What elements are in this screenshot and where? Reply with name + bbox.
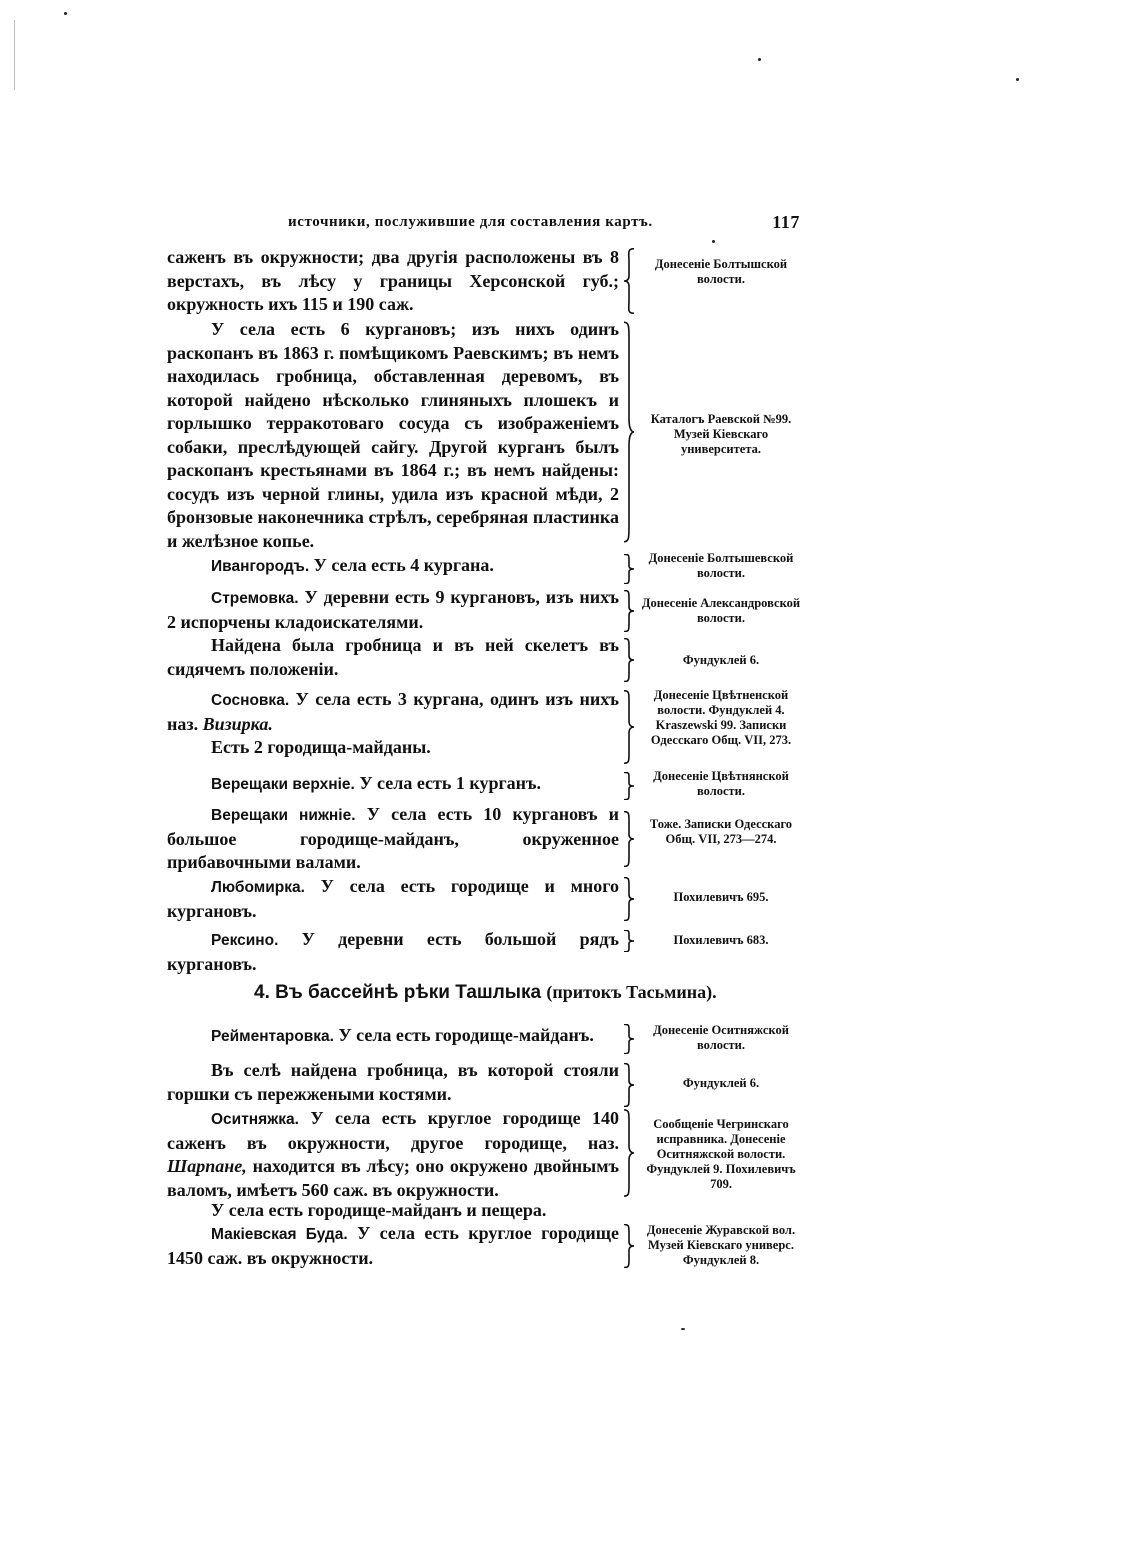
place-name: Рейментаровка. — [211, 1028, 334, 1045]
scan-speck — [758, 58, 761, 61]
paragraph — [167, 772, 619, 797]
paragraph — [167, 1222, 619, 1270]
entry-reksino — [167, 928, 803, 974]
brace-icon — [623, 1109, 635, 1197]
entry-text — [167, 688, 619, 760]
brace-icon — [623, 638, 635, 682]
entry-cave — [167, 1199, 803, 1223]
scan-speck — [1016, 78, 1019, 81]
place-name: Стремовка. — [211, 590, 299, 607]
source-note: Фундуклей 6. — [682, 653, 760, 667]
entry-body: У села есть круглое городище 1450 саж. въ окружности. — [167, 1223, 619, 1268]
paragraph: У села есть городище-майданъ и пещера. — [211, 1200, 547, 1220]
brace-icon — [623, 554, 635, 584]
entry-body: У села есть 3 кургана, одинъ изъ нихъ наз. — [167, 689, 619, 734]
source-note: Похилевичъ 695. — [673, 890, 769, 904]
source-note: Донесеніе Цвѣтнянской волости. — [653, 769, 789, 798]
entry-ivangorod — [167, 551, 803, 582]
entry-body: У села есть 1 курганъ. — [354, 773, 542, 793]
brace-icon — [623, 690, 635, 764]
place-name: Ивангородъ. — [211, 558, 310, 575]
place-name-italic: Визирка. — [202, 713, 273, 734]
brace-icon — [623, 1063, 635, 1107]
place-name: Сосновка. — [211, 692, 290, 709]
entry-body-cont: находится въ лѣсу; оно окружено двойнымъ валомъ, имѣетъ 560 саж. въ окружности. — [167, 1156, 619, 1200]
source-note: Сообщеніе Чегринскаго исправника. Донесеніе Оситняжской волости. Фундуклей 9. Похилевичъ 709. — [646, 1117, 796, 1191]
entry-body: У села есть 10 кургановъ и большое городище-майданъ, окруженное прибавочными валами. — [167, 804, 619, 872]
entry-body: У деревни есть большой рядъ кургановъ. — [167, 929, 619, 974]
place-name: Верещаки верхніе. — [211, 776, 355, 793]
entry-body: У села есть городище-майданъ. — [333, 1025, 594, 1045]
place-name: Верещаки нижніе. — [211, 807, 356, 824]
entry-six-kurgans — [167, 318, 803, 551]
running-title: источники, послужившие для составления картъ. — [288, 214, 653, 230]
entry-body: У деревни есть 9 кургановъ, изъ нихъ 2 испорчены кладоискателями. — [167, 587, 619, 632]
scan-speck — [14, 20, 15, 90]
entry-text — [167, 1024, 619, 1049]
place-name-italic: Шарпане, — [167, 1156, 247, 1176]
brace-icon — [623, 248, 635, 314]
place-name: Макіевская Буда. — [211, 1226, 348, 1243]
entry-lyubomirka — [167, 875, 803, 923]
brace-icon — [623, 877, 635, 921]
entry-text — [167, 586, 619, 634]
entry-text — [167, 246, 619, 317]
brace-icon — [623, 772, 635, 800]
paragraph: саженъ въ окружности; два другія расположены въ 8 верстахъ, въ лѣсу у границы Херсонской губ.; окружность ихъ 115 и 190 саж. — [167, 247, 619, 314]
paragraph — [167, 554, 619, 579]
paragraph: Найдена была гробница и въ ней скелетъ въ сидячемъ положеніи. — [167, 635, 619, 679]
paragraph — [167, 928, 619, 976]
entry-text — [167, 803, 619, 875]
brace-icon — [623, 811, 635, 867]
place-name: Оситняжка. — [211, 1111, 299, 1128]
entry-body: У села есть круглое городище 140 саженъ въ окружности, другое городище, наз. — [167, 1108, 619, 1153]
paragraph: У села есть 6 кургановъ; изъ нихъ одинъ раскопанъ въ 1863 г. помѣщикомъ Раевскимъ; въ немъ находилась гробница, обставленная деревомъ, въ которой найдено нѣсколько глиняныхъ плошекъ и горлышко терракотоваго сосуда съ изображеніемъ собаки, преслѣдующей сайгу. Другой курганъ былъ раскопанъ крестьянами въ 1864 г.; въ немъ найдены: сосудъ изъ черной глины, удила изъ красной мѣди, 2 бронзовые наконечника стрѣлъ, серебряная пластинка и желѣзное копье. — [167, 319, 619, 551]
source-note: Каталогъ Раевской №99. Музей Кіевскаго университета. — [650, 412, 792, 456]
entry-text — [167, 772, 619, 797]
entry-stremovka — [167, 586, 803, 634]
entry-vereshchaki-upper — [167, 769, 803, 800]
scan-speck — [712, 240, 715, 243]
entry-text — [167, 928, 619, 976]
paragraph: Есть 2 городища-майданы. — [211, 737, 431, 757]
source-note: Донесеніе Журавской вол. Музей Кіевскаго универс. Фундуклей 8. — [646, 1223, 796, 1267]
entry-grave-pots — [167, 1059, 803, 1107]
section-subtitle: (притокъ Тасьмина). — [546, 982, 717, 1002]
entry-sosnovka — [167, 688, 803, 762]
brace-icon — [623, 930, 635, 952]
paragraph — [167, 586, 619, 634]
entry-ositnyazhka — [167, 1107, 803, 1203]
brace-icon — [623, 1224, 635, 1268]
entry-bolty-continuation — [167, 246, 803, 318]
place-name: Рексино. — [211, 932, 279, 949]
source-note: Донесеніе Болтышевской волости. — [648, 551, 794, 580]
scan-speck — [64, 12, 67, 15]
entry-body: У села есть городище и много кургановъ. — [167, 876, 619, 921]
paragraph: Въ селѣ найдена гробница, въ которой стояли горшки съ пережжеными костями. — [167, 1060, 619, 1104]
entry-text — [167, 875, 619, 923]
source-note: Тоже. Записки Одесскаго Общ. VII, 273—274. — [649, 817, 793, 846]
source-note: Донесеніе Оситняжской волости. — [653, 1023, 789, 1052]
entry-reymentarovka — [167, 1024, 803, 1052]
entry-text — [167, 1222, 619, 1270]
entry-makievskaya-buda — [167, 1222, 803, 1270]
paragraph — [167, 1024, 619, 1049]
brace-icon — [623, 320, 635, 544]
section-title: 4. Въ бассейнѣ рѣки Ташлыка — [254, 982, 542, 1003]
entry-vereshchaki-lower — [167, 803, 803, 875]
paragraph — [167, 1107, 619, 1202]
scan-speck — [681, 1328, 685, 1330]
source-note: Донесеніе Болтышской волости. — [654, 257, 788, 286]
entry-text — [167, 1059, 619, 1106]
entry-text — [167, 1107, 619, 1202]
paragraph — [167, 875, 619, 923]
section-heading — [254, 982, 717, 1004]
paragraph — [167, 803, 619, 875]
running-header — [288, 214, 800, 231]
brace-icon — [623, 590, 635, 632]
entry-grave-sitting — [167, 634, 803, 682]
entry-text — [167, 318, 619, 553]
paragraph — [167, 688, 619, 736]
entry-text — [167, 1199, 619, 1223]
place-name: Любомирка. — [211, 879, 305, 896]
source-note: Донесеніе Цвѣтненской волости. Фундуклей 4. Kraszewski 99. Записки Одесскаго Общ. VII, 273. — [650, 688, 792, 747]
entry-body: У села есть 4 кургана. — [309, 555, 494, 575]
source-note: Похилевичъ 683. — [673, 933, 769, 947]
source-note: Донесеніе Александровской волости. — [641, 596, 801, 625]
page-number: 117 — [772, 212, 800, 232]
brace-icon — [623, 1024, 635, 1054]
entry-text — [167, 554, 619, 579]
entry-text — [167, 634, 619, 681]
source-note: Фундуклей 6. — [682, 1076, 760, 1090]
